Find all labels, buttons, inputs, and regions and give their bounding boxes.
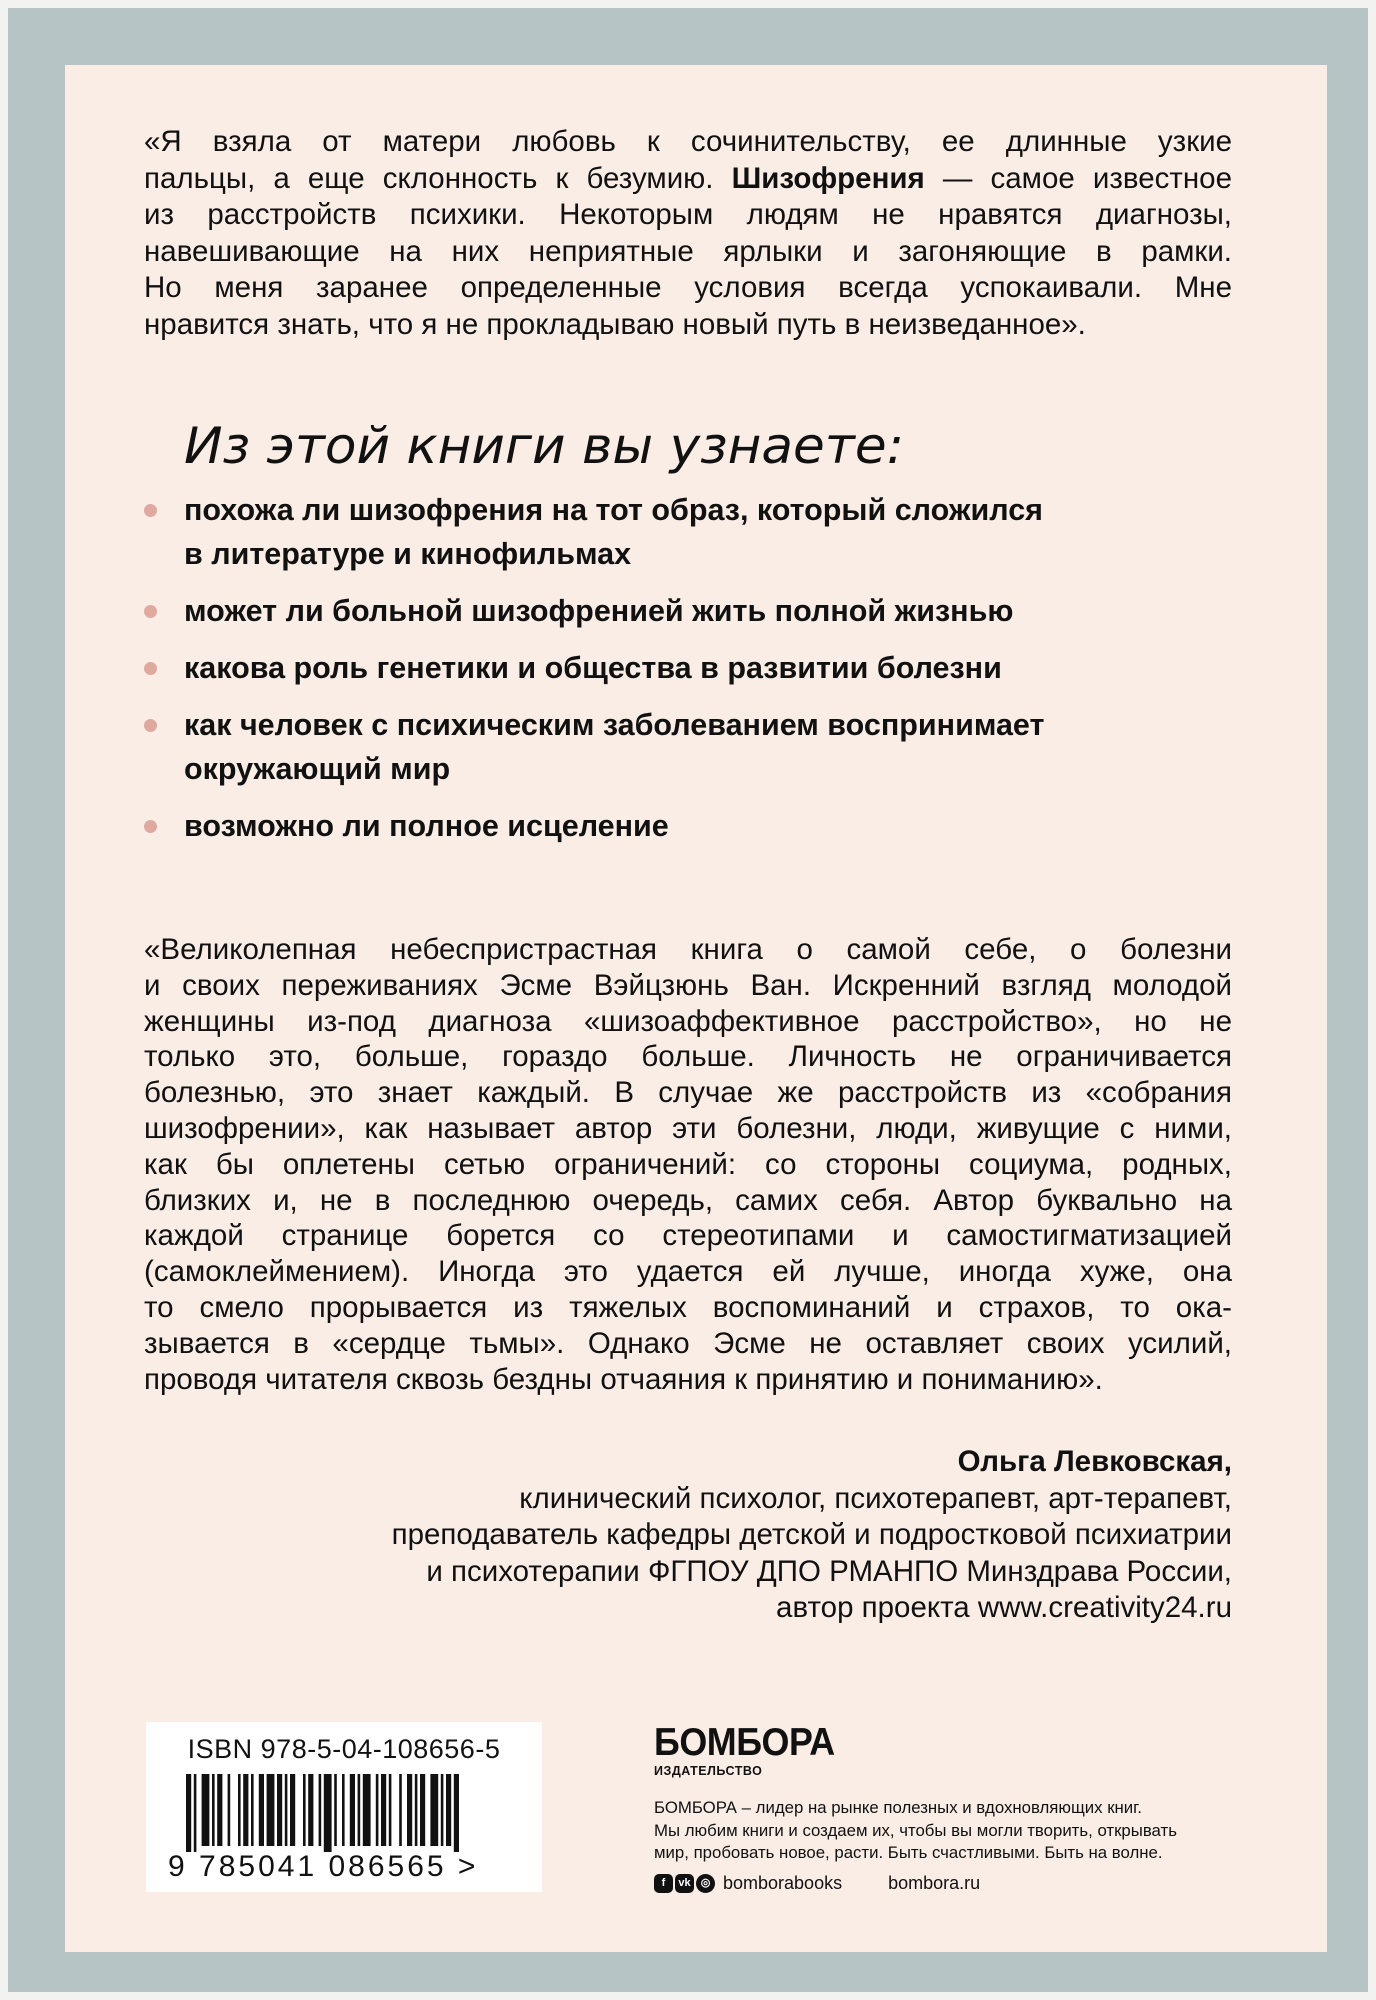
publisher-brand: БОМБОРА — [654, 1721, 835, 1764]
quote-line: Но меня заранее определенные условия всегда успокаивали. Мне — [144, 271, 1232, 304]
quote-line: навешивающие на них неприятные ярлыки и загоняющие в рамки. — [144, 234, 1232, 268]
vk-icon[interactable]: vk — [675, 1874, 694, 1893]
barcode-bar — [324, 1774, 332, 1852]
bold-term: Шизофрения — [731, 161, 925, 195]
bullet-dot — [144, 504, 157, 517]
facebook-icon[interactable]: f — [654, 1874, 673, 1893]
barcode-bar — [342, 1774, 345, 1846]
barcode-bar — [430, 1774, 438, 1846]
reviewer-role: автор проекта www.creativity24.ru — [776, 1591, 1232, 1624]
barcode-bar — [259, 1774, 264, 1846]
barcode-bar — [389, 1774, 392, 1846]
quote-line: нравится знать, что я не прокладываю новый путь в неизведанное». — [144, 307, 1086, 341]
list-item: как человек с психическим заболеванием воспринимает окружающий мир — [140, 703, 1240, 791]
barcode-bar — [303, 1774, 306, 1846]
reviewer-role: и психотерапии ФГПОУ ДПО РМАНПО Минздрава России, — [426, 1554, 1232, 1588]
list-item: похожа ли шизофрения на тот образ, который сложился в литературе и кинофильмах — [140, 488, 1240, 576]
barcode-bar — [446, 1774, 451, 1846]
barcode-bar — [399, 1774, 402, 1846]
review-line: каждой странице борется со стереотипами и самостигматизацией — [144, 1219, 1232, 1253]
barcode-bar — [376, 1774, 379, 1846]
author-quote — [144, 124, 1232, 343]
review-line: шизофрении», как называет автор эти болезни, люди, живущие с ними, — [144, 1111, 1232, 1145]
svg-text:Из этой книги вы узнаете:: Из этой книги вы узнаете: — [184, 417, 905, 475]
barcode-bar — [285, 1774, 288, 1846]
barcode-bar — [441, 1774, 444, 1846]
list-item: какова роль генетики и общества в развитии болезни — [140, 646, 1240, 690]
review-quote — [144, 932, 1232, 1397]
isbn-barcode — [146, 1722, 542, 1892]
review-line: и своих переживаниях Эсме Вэйцзюнь Ван. Искренний взгляд молодой — [144, 968, 1232, 1002]
barcode-bar — [381, 1774, 386, 1846]
barcode-bar — [290, 1774, 295, 1846]
handwritten-heading — [184, 405, 924, 483]
review-line: зывается в «сердце тьмы». Однако Эсме не оставляет своих усилий, — [144, 1326, 1232, 1360]
barcode-bar — [202, 1774, 210, 1846]
social-icons — [654, 1874, 715, 1893]
barcode-bar — [267, 1774, 275, 1846]
barcode-bar — [319, 1774, 322, 1846]
instagram-icon[interactable]: ◎ — [696, 1874, 715, 1893]
review-line: то смело прорывается из тяжелых воспоминаний и страхов, то ока- — [144, 1290, 1232, 1324]
reviewer-name: Ольга Левковская, — [957, 1445, 1232, 1478]
publisher-sub: ИЗДАТЕЛЬСТВО — [654, 1764, 763, 1778]
barcode-bar — [363, 1774, 371, 1846]
barcode-bar — [277, 1774, 282, 1846]
barcode-bar — [358, 1774, 361, 1846]
barcode-bar — [238, 1774, 241, 1846]
barcode-bar — [251, 1774, 254, 1846]
review-line: женщины из-под диагноза «шизоаффективное расстройство», но не — [144, 1004, 1232, 1038]
quote-line: пальцы, а еще склонность к безумию. Шизофрения — самое известное — [144, 161, 1232, 195]
bullet-list — [140, 488, 1240, 861]
barcode-bar — [228, 1774, 231, 1846]
reviewer-role: преподаватель кафедры детской и подростковой психиатрии — [391, 1518, 1232, 1551]
review-line: как бы оплетены сетью ограничений: со стороны социума, родных, — [144, 1147, 1232, 1181]
publisher-logo — [654, 1722, 850, 1778]
bullet-dot — [144, 719, 157, 732]
barcode-bar — [217, 1774, 222, 1846]
barcode-bar — [243, 1774, 248, 1846]
review-line: только это, больше, гораздо больше. Личность не ограничивается — [144, 1040, 1232, 1074]
barcode-bar — [407, 1774, 412, 1846]
list-item: возможно ли полное исцеление — [140, 804, 1240, 848]
review-line: (самоклеймением). Иногда это удается ей лучше, иногда хуже, она — [144, 1255, 1232, 1289]
barcode-bar — [308, 1774, 313, 1846]
barcode-bar — [194, 1774, 197, 1852]
barcode-bar — [420, 1774, 425, 1846]
barcode-bar — [350, 1774, 355, 1846]
website-link[interactable]: bombora.ru — [888, 1873, 981, 1893]
review-line: проводя читателя сквозь бездны отчаяния к принятию и пониманию». — [144, 1362, 1103, 1396]
isbn-label: ISBN 978-5-04-108656-5 — [187, 1734, 501, 1764]
publisher-links — [654, 1873, 980, 1894]
barcode-bar — [212, 1774, 215, 1846]
social-handle[interactable]: bomborabooks — [723, 1873, 843, 1893]
publisher-description: БОМБОРА – лидер на рынке полезных и вдохновляющих книг. Мы любим книги и создаем их, чтобы вы могли творить, открывать мир, пробовать новое, расти. Быть счастливыми. Быть на волне. — [654, 1798, 1177, 1862]
barcode-digits: 9 785041 086565 > — [168, 1850, 479, 1883]
barcode-bar — [186, 1774, 191, 1852]
reviewer-signature — [232, 1444, 1232, 1627]
review-line: «Великолепная небеспристрастная книга о самой себе, о болезни — [144, 933, 1232, 966]
quote-line: из расстройств психики. Некоторым людям не нравятся диагнозы, — [144, 198, 1232, 231]
review-line: болезнью, это знает каждый. В случае же расстройств из «собрания — [144, 1076, 1232, 1110]
list-item: может ли больной шизофренией жить полной жизнью — [140, 589, 1240, 633]
bullet-dot — [144, 605, 157, 618]
bullet-dot — [144, 662, 157, 675]
reviewer-role: клинический психолог, психотерапевт, арт-терапевт, — [519, 1481, 1232, 1515]
barcode-bar — [415, 1774, 418, 1846]
quote-line: «Я взяла от матери любовь к сочинительству, ее длинные узкие — [144, 125, 1232, 158]
barcode-bar — [454, 1774, 459, 1852]
bullet-dot — [144, 820, 157, 833]
review-line: близких и, не в последнюю очередь, самих себя. Автор буквально на — [144, 1183, 1232, 1217]
barcode-bar — [334, 1774, 337, 1846]
